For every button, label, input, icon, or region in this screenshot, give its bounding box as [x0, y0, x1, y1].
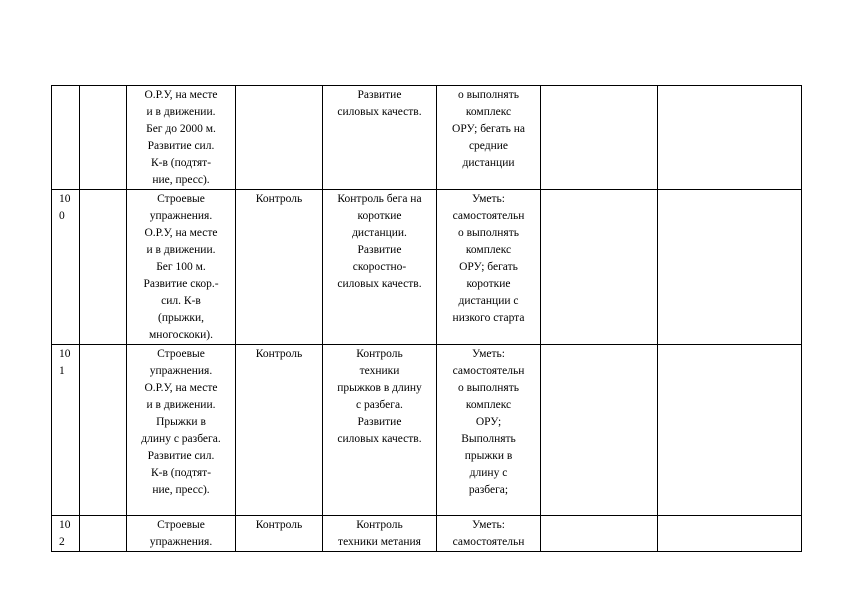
cell-text-line: самостоятельн [452, 536, 525, 548]
cell-text-line: комплекс [465, 244, 512, 256]
empty-cell [80, 190, 127, 345]
cell-text-line: 10 [59, 348, 71, 360]
cell-text-line: короткие [357, 210, 402, 222]
cell-text-line: Строевые [157, 193, 205, 205]
lesson-number-cell [52, 345, 80, 516]
control-cell [323, 345, 437, 516]
lesson-plan-table [51, 85, 802, 552]
empty-cell [541, 190, 658, 345]
cell-text-line: короткие [466, 278, 511, 290]
cell-text-line: техники метания [338, 536, 421, 548]
control-cell [323, 190, 437, 345]
cell-text-line: самостоятельн [452, 210, 525, 222]
cell-text-line: ОРУ; бегать на [452, 123, 525, 135]
cell-text-line: Развитие [357, 244, 402, 256]
cell-text-line: Контроль [356, 519, 403, 531]
cell-text-line: прыжков в длину [337, 382, 422, 394]
empty-cell [658, 516, 802, 552]
cell-text-line: и в движении. [146, 399, 216, 411]
lesson-content-cell [127, 345, 236, 516]
cell-text-line: Выполнять [461, 433, 516, 445]
cell-text-line: разбега; [468, 484, 509, 496]
cell-text-line: О.Р.У, на месте [144, 227, 218, 239]
cell-text-line: и в движении. [146, 244, 216, 256]
cell-text-line: Развитие скор.- [143, 278, 219, 290]
cell-text-line: о выполнять [458, 382, 519, 394]
cell-text-line: ние, пресс). [152, 174, 210, 186]
empty-cell [541, 345, 658, 516]
cell-text-line: техники [359, 365, 400, 377]
table-row [52, 190, 802, 345]
cell-text-line: К-в (подтят- [150, 467, 212, 479]
cell-text-line: К-в (подтят- [150, 157, 212, 169]
empty-cell [658, 86, 802, 190]
cell-text-line: дистанции с [458, 295, 519, 307]
empty-cell [658, 345, 802, 516]
cell-text-line: дистанции. [352, 227, 407, 239]
cell-text-line: силовых качеств. [337, 278, 422, 290]
cell-text-line: силовых качеств. [337, 433, 422, 445]
cell-text-line: Контроль [255, 348, 303, 360]
cell-text-line: Строевые [157, 519, 205, 531]
lesson-type-cell [236, 345, 323, 516]
empty-cell [541, 516, 658, 552]
table-row [52, 516, 802, 552]
cell-text-line: ОРУ; бегать [459, 261, 518, 273]
cell-text-line: 0 [59, 210, 65, 222]
cell-text-line: Контроль бега на [337, 193, 422, 205]
cell-text-line: ние, пресс). [152, 484, 210, 496]
cell-text-line: самостоятельн [452, 365, 525, 377]
cell-text-line: Контроль [356, 348, 403, 360]
cell-text-line: скоростно- [352, 261, 407, 273]
table-row [52, 86, 802, 190]
empty-cell [658, 190, 802, 345]
cell-text-line: Строевые [157, 348, 205, 360]
cell-text-line: Уметь: [472, 519, 505, 531]
lesson-number-cell [52, 86, 80, 190]
cell-text-line: с разбега. [356, 399, 403, 411]
cell-text-line: низкого старта [452, 312, 525, 324]
cell-text-line: комплекс [465, 399, 512, 411]
cell-text-line: упражнения. [149, 536, 213, 548]
cell-text-line: О.Р.У, на месте [144, 382, 218, 394]
cell-text-line: и в движении. [146, 106, 216, 118]
cell-text-line: упражнения. [149, 365, 213, 377]
lesson-type-cell [236, 516, 323, 552]
cell-text-line: Уметь: [472, 348, 505, 360]
cell-text-line: 1 [59, 365, 65, 377]
empty-cell [80, 86, 127, 190]
cell-text-line: ОРУ; [475, 416, 502, 428]
skills-requirements-cell [437, 86, 541, 190]
cell-text-line: Прыжки в [156, 416, 206, 428]
cell-text-line: дистанции [462, 157, 515, 169]
lesson-type-cell [236, 190, 323, 345]
cell-text-line: Развитие сил. [147, 450, 215, 462]
cell-text-line: Уметь: [472, 193, 505, 205]
cell-text-line: Контроль [255, 193, 303, 205]
cell-text-line: 2 [59, 536, 65, 548]
lesson-content-cell [127, 86, 236, 190]
cell-text-line: длину с разбега. [141, 433, 221, 445]
lesson-number-cell [52, 190, 80, 345]
table-row [52, 345, 802, 516]
cell-text-line: средние [468, 140, 509, 152]
cell-text-line: 10 [59, 193, 71, 205]
cell-text-line: Бег до 2000 м. [146, 123, 216, 135]
empty-cell [80, 516, 127, 552]
lesson-content-cell [127, 190, 236, 345]
skills-requirements-cell [437, 516, 541, 552]
lesson-number-cell [52, 516, 80, 552]
cell-text-line: о выполнять [458, 89, 519, 101]
cell-text-line: многоскоки). [149, 329, 213, 341]
cell-text-line: длину с [469, 467, 508, 479]
cell-text-line: комплекс [465, 106, 512, 118]
cell-text-line: 10 [59, 519, 71, 531]
control-cell [323, 86, 437, 190]
cell-text-line: Бег 100 м. [156, 261, 206, 273]
lesson-type-cell [236, 86, 323, 190]
cell-text-line: сил. К-в [161, 295, 201, 307]
cell-text-line: Контроль [255, 519, 303, 531]
cell-text-line: упражнения. [149, 210, 213, 222]
cell-text-line: о выполнять [458, 227, 519, 239]
cell-text-line: О.Р.У, на месте [144, 89, 218, 101]
cell-text-line: прыжки в [464, 450, 513, 462]
empty-cell [80, 345, 127, 516]
empty-cell [541, 86, 658, 190]
cell-text-line: Развитие сил. [147, 140, 215, 152]
skills-requirements-cell [437, 190, 541, 345]
skills-requirements-cell [437, 345, 541, 516]
cell-text-line: (прыжки, [157, 312, 205, 324]
cell-text-line: силовых качеств. [337, 106, 422, 118]
cell-text-line: Развитие [357, 416, 402, 428]
lesson-content-cell [127, 516, 236, 552]
control-cell [323, 516, 437, 552]
cell-text-line: Развитие [357, 89, 402, 101]
